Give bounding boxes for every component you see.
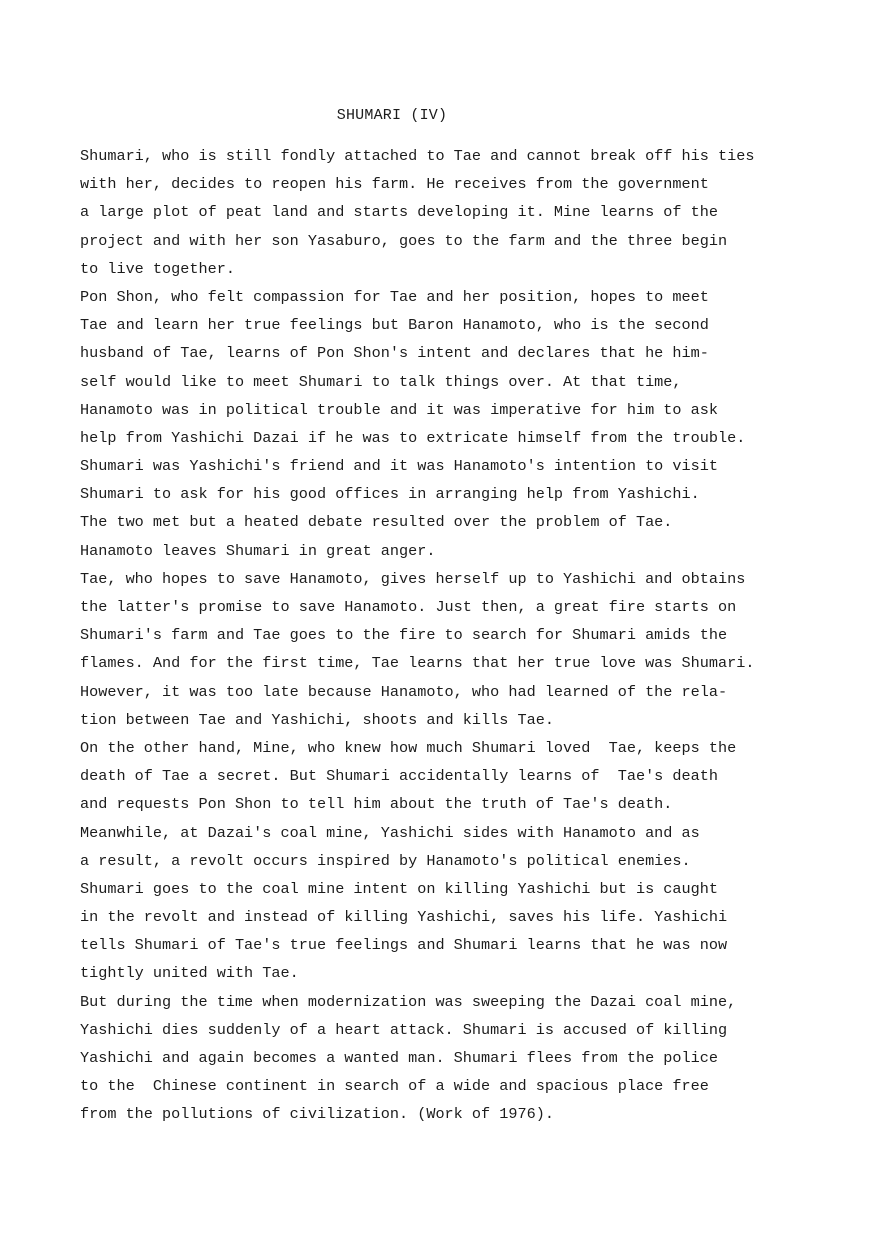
text-line: tightly united with Tae. [80,964,299,983]
text-line: help from Yashichi Dazai if he was to extricate himself from the trouble. [80,428,746,447]
text-line: tion between Tae and Yashichi, shoots and kills Tae. [80,710,554,729]
text-line: from the pollutions of civilization. (Work of 1976). [80,1105,554,1124]
text-line: Shumari's farm and Tae goes to the fire to search for Shumari amids the [80,626,728,645]
text-line: Tae and learn her true feelings but Baron Hanamoto, who is the second [80,316,709,335]
text-line: and requests Pon Shon to tell him about the truth of Tae's death. [80,795,673,814]
text-line: Hanamoto leaves Shumari in great anger. [80,541,436,560]
text-line: a large plot of peat land and starts developing it. Mine learns of the [80,203,718,222]
text-line: Shumari goes to the coal mine intent on killing Yashichi but is caught [80,879,718,898]
text-line: The two met but a heated debate resulted over the problem of Tae. [80,513,673,532]
text-line: self would like to meet Shumari to talk things over. At that time, [80,372,682,391]
text-line: to the Chinese continent in search of a wide and spacious place free [80,1077,709,1096]
text-line: Tae, who hopes to save Hanamoto, gives herself up to Yashichi and obtains [80,569,746,588]
text-line: Pon Shon, who felt compassion for Tae and her position, hopes to meet [80,287,709,306]
text-line: to live together. [80,259,235,278]
text-line: But during the time when modernization was sweeping the Dazai coal mine, [80,992,737,1011]
text-line: project and with her son Yasaburo, goes to the farm and the three begin [80,231,728,250]
text-line: Shumari, who is still fondly attached to Tae and cannot break off his ties [80,147,755,165]
text-line: with her, decides to reopen his farm. He receives from the government [80,175,709,194]
document-title: SHUMARI (IV) [336,107,448,124]
text-line: On the other hand, Mine, who knew how much Shumari loved Tae, keeps the [80,738,737,757]
text-line: flames. And for the first time, Tae learns that her true love was Shumari. [80,654,755,673]
text-line: Hanamoto was in political trouble and it was imperative for him to ask [80,400,718,419]
text-line: Shumari to ask for his good offices in arranging help from Yashichi. [80,485,700,504]
text-line: Yashichi dies suddenly of a heart attack. Shumari is accused of killing [80,1020,728,1039]
text-line: death of Tae a secret. But Shumari accidentally learns of Tae's death [80,767,718,786]
text-line: a result, a revolt occurs inspired by Hanamoto's political enemies. [80,851,691,870]
text-line: the latter's promise to save Hanamoto. Just then, a great fire starts on [80,598,737,616]
text-line: However, it was too late because Hanamoto, who had learned of the rela- [80,682,728,701]
text-line: in the revolt and instead of killing Yashichi, saves his life. Yashichi [80,908,728,927]
text-line: Meanwhile, at Dazai's coal mine, Yashichi sides with Hanamoto and as [80,823,700,842]
text-line: husband of Tae, learns of Pon Shon's intent and declares that he him- [80,344,709,363]
text-line: tells Shumari of Tae's true feelings and Shumari learns that he was now [80,936,728,955]
document-body [80,142,840,1129]
text-line: Shumari was Yashichi's friend and it was Hanamoto's intention to visit [80,457,718,476]
text-line: Yashichi and again becomes a wanted man. Shumari flees from the police [80,1049,718,1067]
